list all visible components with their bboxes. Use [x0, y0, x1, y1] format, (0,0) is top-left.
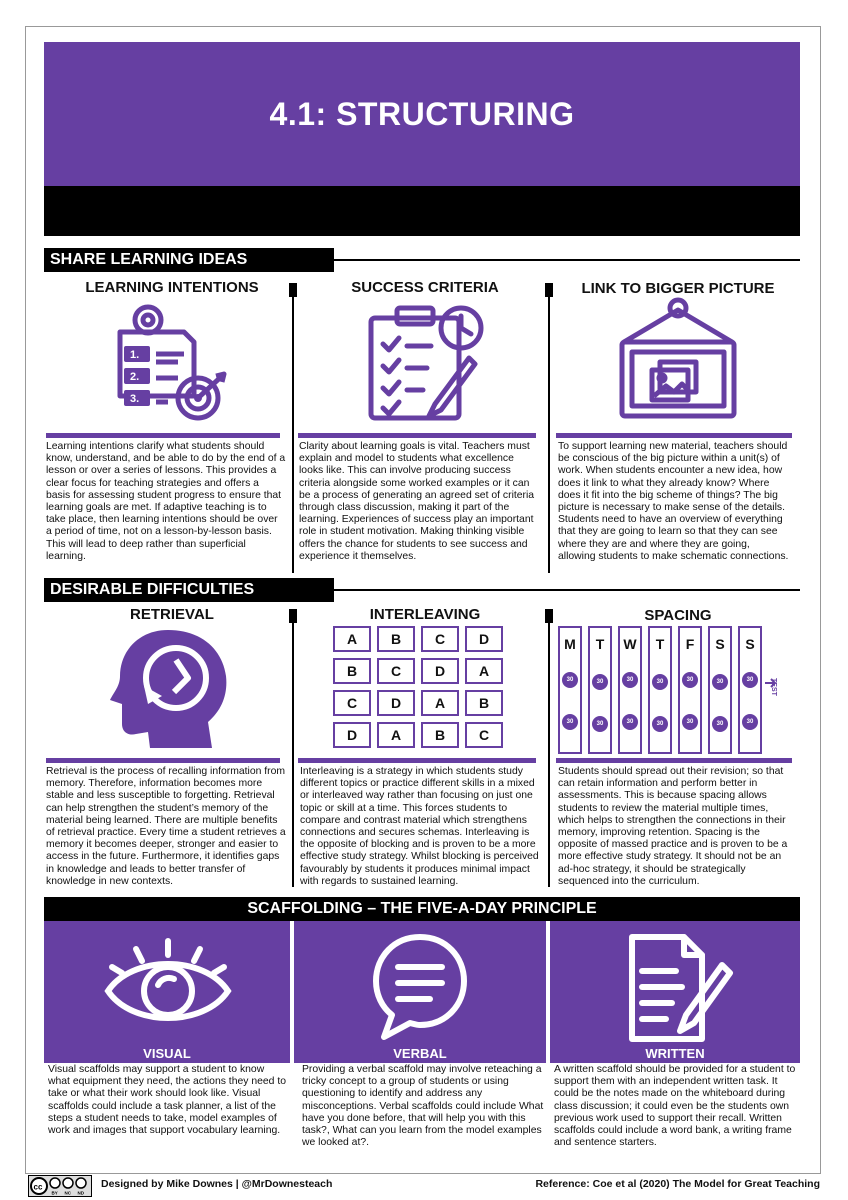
- success-criteria-text: Clarity about learning goals is vital. Teachers must explain and model to students what excellence looks like. This can involve producing success criteria alongside some worked examples or it can be a process of generating an agreed set of criteria through class discussion, making it part of the learning. Experiences of success play an important role in student motivation. Making thinking visible offers the chance for students to see success and experience it themselves.: [299, 441, 535, 562]
- test-label: TEST: [770, 678, 777, 696]
- clipboard-clock-icon: [365, 300, 489, 424]
- grid-cell: C: [465, 722, 503, 748]
- column-rule: [298, 758, 536, 763]
- column-rule: [556, 433, 792, 438]
- grid-cell: C: [377, 658, 415, 684]
- study-session-dot: 30: [712, 716, 728, 732]
- verbal-text: Providing a verbal scaffold may involve reteaching a tricky concept to a group of students or using questioning to identify and address any misconceptions. Verbal scaffolds could include What have you done before, that will help you with this task?, What can you learn from the model examples we looked at?.: [302, 1064, 544, 1149]
- checklist-target-icon: [108, 298, 232, 426]
- title-banner: [44, 42, 800, 186]
- retrieval-text: Retrieval is the process of recalling information from memory. Therefore, information becomes more stable and less susceptible to forgetting. Retrieval can help strengthen the student’s memory of the material being learned. There are multiple benefits of retrieval practice. Every time a student retrieves a memory it becomes deeper, stronger and easier to access in the future. Furthermore, it identifies gaps in knowledge and leads to better transfer of knowledge in new contexts.: [46, 766, 286, 887]
- eye-icon: [102, 935, 234, 1039]
- day-letter: T: [595, 636, 605, 652]
- day-letter: S: [715, 636, 725, 652]
- grid-cell: C: [333, 690, 371, 716]
- grid-cell: D: [333, 722, 371, 748]
- written-text: A written scaffold should be provided for a student to support them with an independent written task. It could be the notes made on the whiteboard during class discussion; it could even be the students own previous work used to support their recall. Written scaffolds could include a word bank, a writing frame and sentence starters.: [554, 1064, 796, 1149]
- study-session-dot: 30: [742, 672, 758, 688]
- column-title-interleaving: INTERLEAVING: [369, 606, 481, 623]
- hanging-picture-icon: [616, 296, 740, 426]
- grid-cell: B: [421, 722, 459, 748]
- grid-cell: A: [421, 690, 459, 716]
- cc-by-nc-nd-icon: [28, 1175, 92, 1197]
- reference-credit: Reference: Coe et al (2020) The Model for Great Teaching: [535, 1178, 820, 1190]
- grid-cell: D: [421, 658, 459, 684]
- license-by: BY: [51, 1190, 58, 1196]
- study-session-dot: 30: [652, 716, 668, 732]
- column-rule: [298, 433, 536, 438]
- list-number-1: 1.: [130, 349, 140, 361]
- scaffold-label-verbal: VERBAL: [393, 1046, 447, 1061]
- column-title-retrieval: RETRIEVAL: [130, 606, 214, 623]
- grid-cell: D: [377, 690, 415, 716]
- license-nd: ND: [77, 1190, 84, 1196]
- scaffold-label-visual: VISUAL: [143, 1046, 191, 1061]
- grid-cell: A: [377, 722, 415, 748]
- scaffold-panel-visual: [44, 921, 290, 1063]
- study-session-dot: 30: [562, 672, 578, 688]
- study-session-dot: 30: [712, 674, 728, 690]
- day-column: [618, 626, 642, 754]
- column-title-link-to-bigger-picture: LINK TO BIGGER PICTURE: [581, 280, 775, 297]
- document-pen-icon: [626, 931, 738, 1045]
- grid-cell: A: [465, 658, 503, 684]
- day-letter: W: [623, 636, 637, 652]
- learning-intentions-text: Learning intentions clarify what students should know, understand, and be able to do by the end of a lesson or over a series of lessons. This provides a clear focus for teaching strategies and offers a basis for assessing student progress to ensure that learning goals are met. If adaptive teaching is to take place, then learning intentions should be over a period of time, not on a lesson-by-lesson basis. This will lead to deep rather than superficial learning.: [46, 441, 286, 562]
- column-divider: [292, 283, 294, 573]
- section-heading-share-learning-ideas: SHARE LEARNING IDEAS: [44, 248, 334, 272]
- grid-cell: B: [377, 626, 415, 652]
- day-letter: T: [655, 636, 665, 652]
- grid-cell: B: [465, 690, 503, 716]
- study-session-dot: 30: [622, 714, 638, 730]
- study-session-dot: 30: [682, 672, 698, 688]
- title-underbar: [44, 186, 800, 236]
- day-letter: S: [745, 636, 755, 652]
- column-rule: [46, 433, 280, 438]
- page-title: 4.1: STRUCTURING: [269, 96, 575, 132]
- license-nc: NC: [64, 1190, 71, 1196]
- day-column: [738, 626, 762, 754]
- day-column: [588, 626, 612, 754]
- svg-text:cc: cc: [33, 1182, 43, 1192]
- spacing-calendar: [558, 626, 778, 756]
- speech-bubble-icon: [370, 931, 470, 1045]
- column-title-spacing: SPACING: [644, 607, 712, 624]
- interleaving-text: Interleaving is a strategy in which students study different topics or practice different skills in a mixed or interleaved way rather than focusing on just one topic or skill at a time. This forces students to compare and contrast material which strengthens connections and secures schemas. Interleaving is the opposite of blocking and is proven to be a more effective study strategy. Whilst blocking is perceived favourably by students it produces minimal impact with regards to sustained learning.: [300, 766, 539, 887]
- study-session-dot: 30: [592, 716, 608, 732]
- day-column: [648, 626, 672, 754]
- spacing-text: Students should spread out their revision; so that can retain information and perform better in assessments. This is because spacing allows students to review the material multiple times, which helps to strengthen the connections in their memory, improving retention. Spacing is the opposite of massed practice and is proven to be a more effective study strategy. It should not be an ad-hoc strategy, it should be strategically sequenced into the curriculum.: [558, 766, 788, 887]
- study-session-dot: 30: [682, 714, 698, 730]
- day-letter: M: [564, 636, 576, 652]
- column-divider: [548, 609, 550, 887]
- scaffold-label-written: WRITTEN: [645, 1046, 705, 1061]
- bigger-picture-text: To support learning new material, teachers should be conscious of the big picture within a unit(s) of work. When students encounter a new idea, how does it link to what they already know? Where does it fit into the big scheme of things? The big picture is necessary to make sense of the details. Students need to have an overview of everything that they are going to learn so that they can see where they are and where they are going, allowing students to make schematic connections.: [558, 441, 789, 562]
- grid-cell: D: [465, 626, 503, 652]
- arrow-right-icon: [764, 676, 778, 690]
- day-column: [708, 626, 732, 754]
- list-number-3: 3.: [130, 393, 140, 405]
- day-column: [558, 626, 582, 754]
- column-rule: [556, 758, 792, 763]
- interleaving-grid: [333, 626, 505, 754]
- column-title-learning-intentions: LEARNING INTENTIONS: [85, 279, 259, 296]
- column-rule: [46, 758, 280, 763]
- day-letter: F: [685, 636, 695, 652]
- study-session-dot: 30: [742, 714, 758, 730]
- section-rule: [334, 589, 800, 591]
- designer-credit: Designed by Mike Downes | @MrDownesteach: [101, 1178, 333, 1190]
- column-title-success-criteria: SUCCESS CRITERIA: [351, 279, 499, 296]
- study-session-dot: 30: [592, 674, 608, 690]
- head-memory-icon: [108, 626, 232, 750]
- section-heading-desirable-difficulties: DESIRABLE DIFFICULTIES: [44, 578, 334, 602]
- day-column: [678, 626, 702, 754]
- scaffold-panel-verbal: [294, 921, 546, 1063]
- scaffold-panel-written: [550, 921, 800, 1063]
- grid-cell: A: [333, 626, 371, 652]
- section-heading-scaffolding: SCAFFOLDING – THE FIVE-A-DAY PRINCIPLE: [44, 897, 800, 921]
- grid-cell: C: [421, 626, 459, 652]
- study-session-dot: 30: [652, 674, 668, 690]
- visual-text: Visual scaffolds may support a student to know what equipment they need, the actions they need to take or what their work should look like. Visual scaffolds could include a task planner, a list of the steps a student needs to take, model examples of work and images that support vocabulary learning.: [48, 1064, 286, 1137]
- grid-cell: B: [333, 658, 371, 684]
- column-divider: [292, 609, 294, 887]
- column-divider: [548, 283, 550, 573]
- section-rule: [334, 259, 800, 261]
- list-number-2: 2.: [130, 371, 140, 383]
- study-session-dot: 30: [622, 672, 638, 688]
- study-session-dot: 30: [562, 714, 578, 730]
